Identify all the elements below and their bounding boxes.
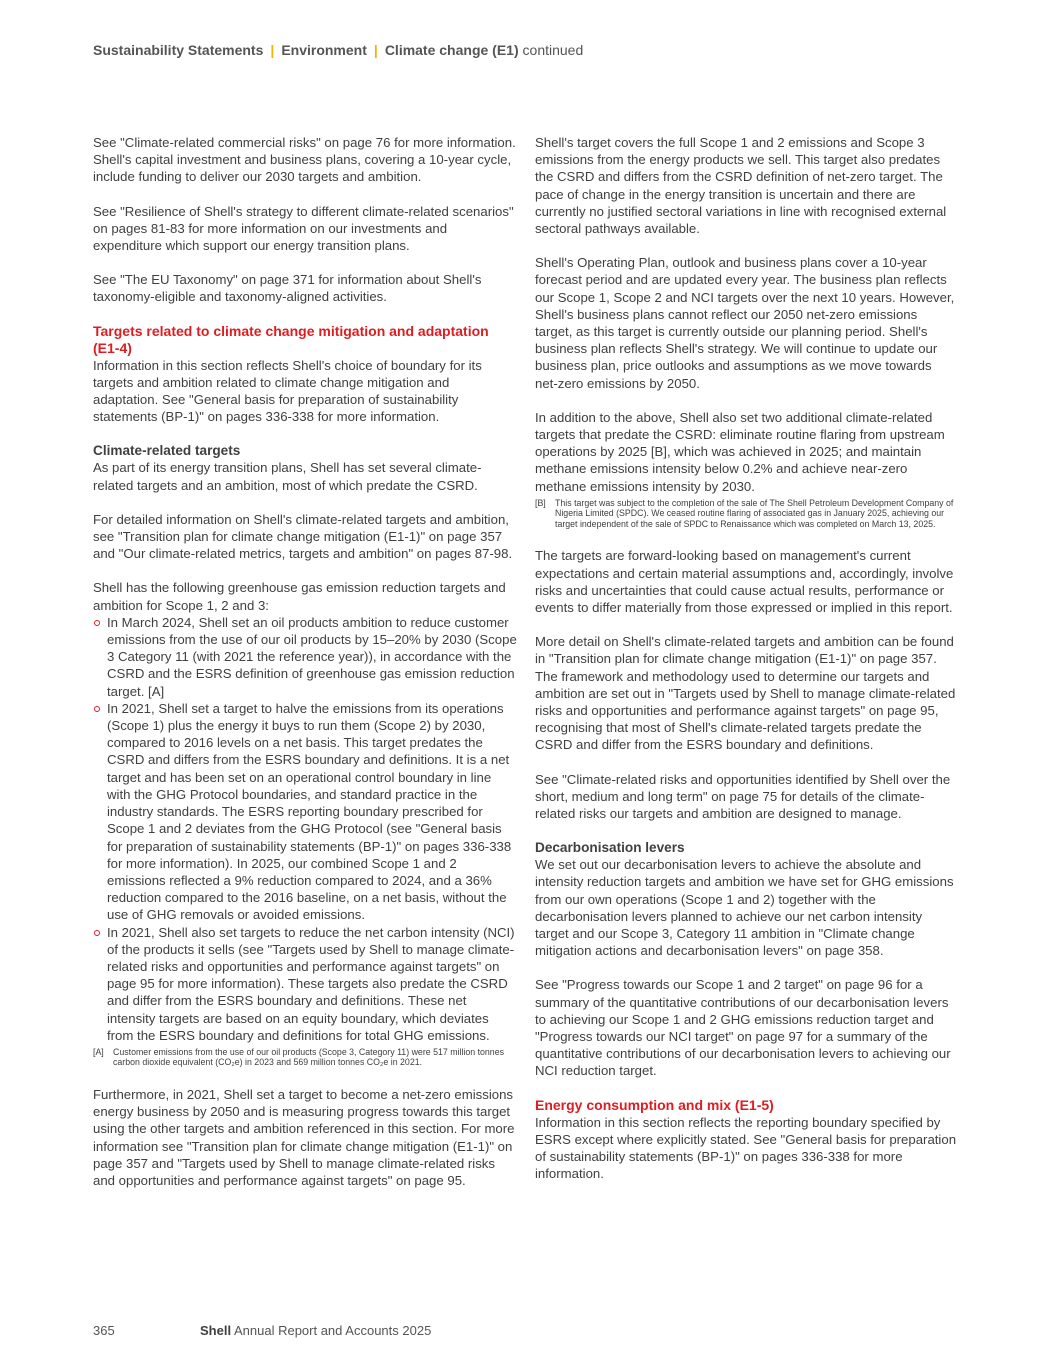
page-footer: [93, 1323, 431, 1338]
target-list: [93, 614, 518, 1044]
paragraph: Shell has the following greenhouse gas emission reduction targets and ambition for Scope 1, 2 and 3:: [93, 580, 506, 613]
paragraph: As part of its energy transition plans, Shell has set several climate-related targets and an ambition, most of which predate the CSRD.: [93, 460, 482, 493]
paragraph: For detailed information on Shell's climate-related targets and ambition, see "Transition plan for climate change mitigation (E1-1)" on page 357 and "Our climate-related metrics, targets and ambition" on pages 87-98.: [93, 511, 513, 562]
paragraph: In addition to the above, Shell also set two additional climate-related targets that predate the CSRD: eliminate routine flaring from upstream operations by 2025 [B], which was achieved in 2025; and maintain methane emissions intensity below 0.2% and achieve near-zero methane emissions intensity by 2030.: [535, 409, 945, 494]
breadcrumb-sustainability: Sustainability Statements: [93, 42, 264, 58]
subheading-climate-related-targets: Climate-related targets: [93, 443, 241, 459]
paragraph: More detail on Shell's climate-related targets and ambition can be found in "Transition plan for climate change mitigation (E1-1)" on page 357. The framework and methodology used to determine our targets and ambition are set out in "Targets used by Shell to manage climate-related risks and opportunities and performance against targets" on page 95, recognising that most of Shell's climate-related targets predate the CSRD and differ from the ESRS boundary and definitions.: [535, 634, 956, 753]
breadcrumb-environment: Environment: [281, 42, 367, 58]
breadcrumb-separator: |: [373, 42, 378, 58]
footer-report-title: Annual Report and Accounts 2025: [233, 1323, 432, 1338]
breadcrumb-separator: |: [270, 42, 275, 58]
list-item: In 2021, Shell also set targets to reduce the net carbon intensity (NCI) of the products it sells (see "Targets used by Shell to manage climate-related risks and opportunities and performance against targets" on page 95 for more information). These targets also predate the CSRD and differ from the ESRS boundary and definitions. These net intensity targets are based on an equity boundary, which deviates from the ESRS boundary and definitions for total GHG emissions.: [107, 924, 518, 1044]
paragraph: Furthermore, in 2021, Shell set a target to become a net-zero emissions energy business by 2050 and is measuring progress towards this target using the other targets and ambition referenced in this section. For more information see "Transition plan for climate change mitigation (E1-1)" on page 357 and "Targets used by Shell to manage climate-related risks and opportunities and performance against targets" on page 95.: [93, 1086, 515, 1188]
right-column: [535, 134, 957, 1199]
list-item: In March 2024, Shell set an oil products ambition to reduce customer emissions from the use of our oil products by 15–20% by 2030 (Scope 3 Category 11 (with 2021 the reference year)), in accordance with the CSRD and the ESRS definition of greenhouse gas emission reduction target. [A]: [107, 614, 517, 699]
paragraph: Shell's Operating Plan, outlook and business plans cover a 10-year forecast period and are updated every year. The business plan reflects our Scope 1, Scope 2 and NCI targets over the next 10 years. However, Shell's business plans cannot reflect our 2050 net-zero emissions target, as this target is currently outside our planning period. Shell's business plan reflects Shell's strategy. We will continue to update our business plan, price outlooks and assumptions as we move towards net-zero emissions by 2050.: [535, 255, 955, 391]
footnote-b: [535, 498, 957, 530]
breadcrumb: [93, 42, 583, 58]
paragraph: See "Climate-related risks and opportunities identified by Shell over the short, medium and long term" on page 75 for details of the climate-related risks our targets and ambition are designed to manage.: [535, 771, 951, 821]
left-column: [93, 134, 518, 1206]
paragraph: Shell's target covers the full Scope 1 and 2 emissions and Scope 3 emissions from the energy products we sell. This target also predates the CSRD and differs from the CSRD definition of net-zero target. The pace of change in the energy transition is uncertain and there are currently no justified sectoral variations in line with recognised external sectoral pathways available.: [535, 135, 947, 237]
footnote-a: [93, 1047, 518, 1068]
paragraph: See "The EU Taxonomy" on page 371 for information about Shell's taxonomy-eligible and taxonomy-aligned activities.: [93, 272, 482, 305]
footnote-text: This target was subject to the completion of the sale of The Shell Petroleum Development Company of Nigeria Limited (SPDC). We ceased routine flaring of associated gas in January 2025, achieving our target independent of the sale of SPDC to Renaissance which was completed on March 13, 2025.: [555, 497, 954, 529]
paragraph: Information in this section reflects Shell's choice of boundary for its targets and ambition related to climate change mitigation and adaptation. See "General basis for preparation of sustainability statements (BP-1)" on pages 336-338 for more information.: [93, 357, 482, 425]
breadcrumb-continued: continued: [522, 42, 584, 58]
footer-brand: Shell: [200, 1323, 232, 1338]
list-item: In 2021, Shell set a target to halve the emissions from its operations (Scope 1) plus the energy it buys to run them (Scope 2) by 2030, compared to 2016 levels on a net basis. This target predates the CSRD and differs from the ESRS boundary and definitions. It is a net target and has been set on an operational control boundary in line with the GHG Protocol boundaries, and standard practice in the industry standards. The ESRS reporting boundary prescribed for Scope 1 and 2 deviates from the GHG Protocol (see "General basis for preparation of sustainability statements (BP-1)" on pages 336-338 for more information). In 2025, our combined Scope 1 and 2 emissions reflected a 9% reduction compared to 2024, and a 36% reduction compared to the 2016 baseline, on a net basis, without the use of GHG removals or avoided emissions.: [107, 700, 518, 924]
footnote-marker: [A]: [93, 1046, 104, 1057]
paragraph: Information in this section reflects the reporting boundary specified by ESRS except where explicitly stated. See "General basis for preparation of sustainability statements (BP-1)" on pages 336-338 for more information.: [535, 1114, 957, 1182]
paragraph: See "Resilience of Shell's strategy to different climate-related scenarios" on pages 81-83 for more information on our investments and expenditure which support our energy transition plans.: [93, 203, 514, 254]
paragraph: See "Progress towards our Scope 1 and 2 target" on page 96 for a summary of the quantitative contributions of our decarbonisation levers to achieving our Scope 1 and 2 GHG emissions reduction target and "Progress towards our NCI target" on page 97 for a summary of the quantitative contributions of our decarbonisation levers to achieving our NCI reduction target.: [535, 977, 951, 1079]
paragraph: We set out our decarbonisation levers to achieve the absolute and intensity reduction targets and ambition we have set for GHG emissions from our own operations (Scope 1 and 2) together with the decarbonisation levers planned to achieve our net carbon intensity target and our Scope 3, Category 11 ambition in "Climate change mitigation actions and decarbonisation levers" on page 358.: [535, 857, 954, 959]
subheading-decarbonisation-levers: Decarbonisation levers: [535, 840, 685, 856]
page-number: 365: [93, 1323, 115, 1338]
paragraph: See "Climate-related commercial risks" on page 76 for more information. Shell's capital investment and business plans, covering a 10-year cycle, include funding to deliver our 2030 targets and ambition.: [93, 135, 516, 185]
footnote-marker: [B]: [535, 497, 546, 508]
breadcrumb-climate-change: Climate change (E1): [384, 42, 519, 58]
section-heading-energy: Energy consumption and mix (E1-5): [535, 1096, 774, 1113]
paragraph: The targets are forward-looking based on management's current expectations and certain material assumptions and, accordingly, involve risks and uncertainties that could cause actual results, performance or events to differ materially from those expressed or implied in this report.: [535, 548, 954, 615]
footnote-text: Customer emissions from the use of our oil products (Scope 3, Category 11) were 517 million tonnes carbon dioxide equivalent (CO₂e) in 2023 and 569 million tonnes CO₂e in 2021.: [113, 1046, 504, 1068]
section-heading-targets: Targets related to climate change mitigation and adaptation (E1-4): [93, 322, 489, 356]
